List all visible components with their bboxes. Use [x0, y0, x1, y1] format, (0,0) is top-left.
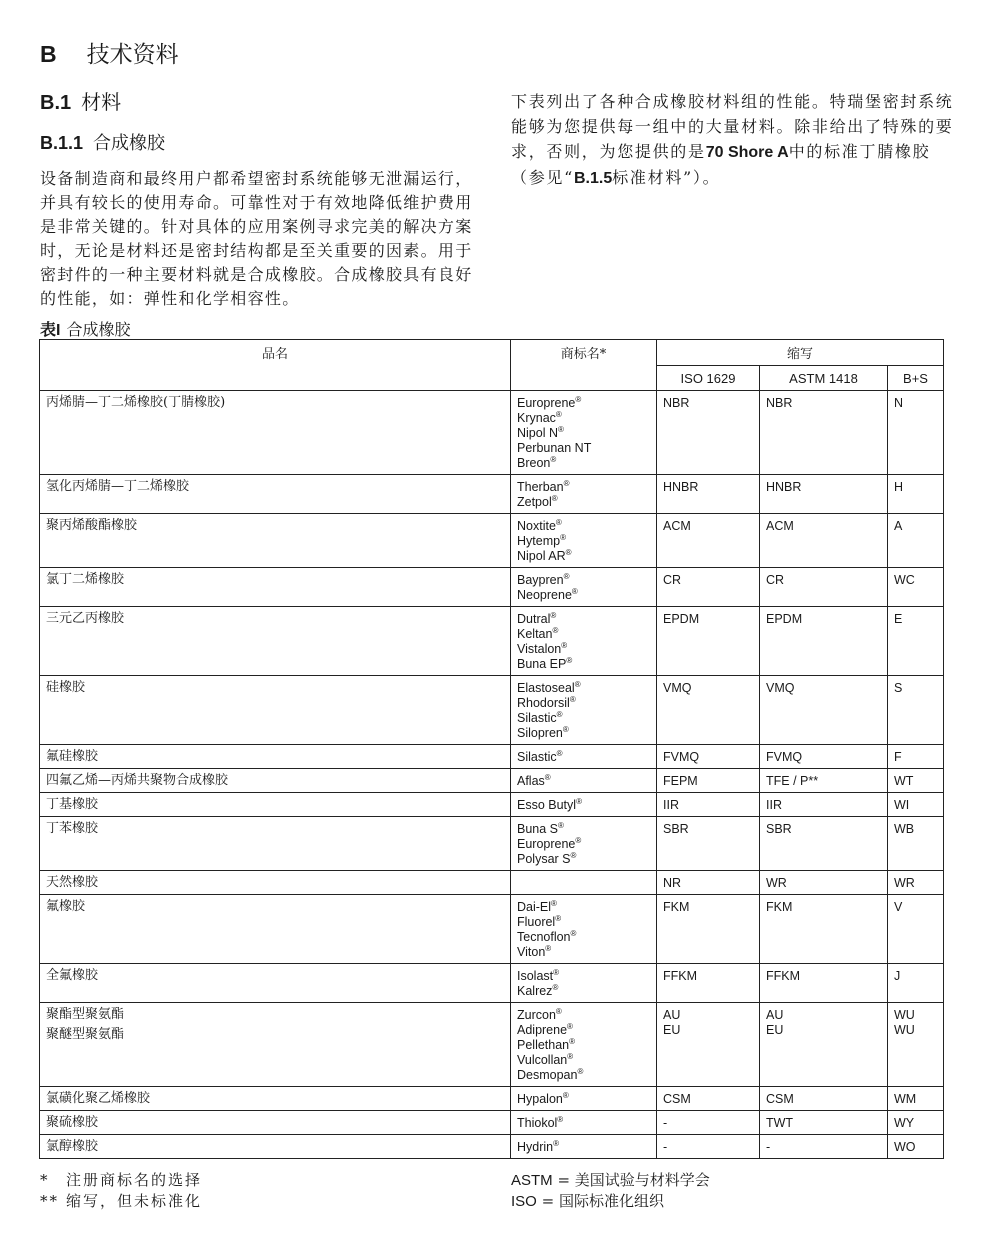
abbreviation: ISO: [511, 1193, 537, 1210]
cell-iso: [657, 676, 760, 745]
registered-mark: ®: [550, 454, 557, 464]
trade-name: Fluorel®: [517, 913, 562, 929]
registered-mark: ®: [563, 478, 570, 488]
trade-name: Hytemp®: [517, 532, 566, 548]
cell-iso: [657, 793, 760, 817]
cell-iso: [657, 964, 760, 1003]
cell-bs: [888, 817, 944, 871]
header-abbreviation: 缩写: [657, 340, 944, 366]
cell-text: WR: [894, 876, 915, 890]
trade-name: Polysar S®: [517, 850, 577, 866]
registered-mark: ®: [557, 1114, 564, 1124]
registered-mark: ®: [551, 493, 558, 503]
table-row: [40, 1003, 944, 1087]
table-row: [40, 817, 944, 871]
footnote-mark: **: [40, 1192, 59, 1210]
trade-name: Therban®: [517, 478, 570, 494]
trade-name: Europrene®: [517, 394, 582, 410]
cell-astm: [760, 568, 888, 607]
cell-product-name: [40, 1111, 511, 1135]
cell-text: FKM: [766, 900, 793, 914]
cell-bs: [888, 676, 944, 745]
rubber-materials-table: [39, 339, 944, 1159]
cell-text: NR: [663, 876, 682, 890]
cell-trade-names: [511, 964, 657, 1003]
registered-mark: ®: [550, 610, 557, 620]
section-heading-b1: [40, 86, 121, 115]
cell-iso: [657, 1111, 760, 1135]
cell-astm: [760, 1003, 888, 1087]
cell-text: NBR: [663, 396, 690, 410]
trade-name: Adiprene®: [517, 1021, 573, 1037]
cell-text: TWT: [766, 1116, 794, 1130]
cell-text: 丁苯橡胶: [46, 821, 99, 836]
cell-bs: [888, 1003, 944, 1087]
section-heading-b: [40, 36, 179, 69]
header-astm: ASTM 1418: [760, 366, 888, 391]
footnote-text: 缩写，但未标准化: [66, 1192, 203, 1210]
cell-bs: [888, 1087, 944, 1111]
cell-text: CR: [663, 573, 682, 587]
trade-name: Perbunan NT: [517, 441, 592, 455]
cell-bs: [888, 745, 944, 769]
cell-text: J: [894, 969, 901, 983]
cell-product-name: [40, 769, 511, 793]
cell-astm: [760, 964, 888, 1003]
cell-astm: [760, 769, 888, 793]
trade-name: Krynac®: [517, 409, 562, 425]
cell-text: A: [894, 519, 903, 533]
paragraph-emphasis: B.1.5: [573, 170, 613, 187]
section-heading-b11: [40, 129, 165, 155]
cell-text: 聚丙烯酸酯橡胶: [46, 518, 138, 533]
table-row: [40, 1111, 944, 1135]
paragraph-text: 下表列出了各种合成橡胶材料组的性能。特瑞堡密封系统能够为您提供每一组中的大量材料。除非给出了特殊的要求，否则，为您提供的是: [511, 92, 954, 161]
cell-text: FKM: [663, 900, 690, 914]
cell-text: SBR: [766, 822, 792, 836]
trade-name: Vulcollan®: [517, 1051, 574, 1067]
trade-name: Rhodorsil®: [517, 694, 576, 710]
registered-mark: ®: [556, 709, 563, 719]
registered-mark: ®: [545, 943, 552, 953]
footnotes-right: [511, 1170, 710, 1212]
trade-name: Nipol N®: [517, 424, 564, 440]
trade-name: Silastic®: [517, 709, 563, 725]
trade-name: Neoprene®: [517, 586, 578, 602]
registered-mark: ®: [570, 928, 577, 938]
registered-mark: ®: [552, 625, 559, 635]
cell-text: -: [766, 1140, 771, 1154]
paragraph-emphasis: 70 Shore A: [705, 144, 789, 161]
cell-trade-names: [511, 793, 657, 817]
cell-text: E: [894, 612, 903, 626]
cell-text: WR: [766, 876, 787, 890]
registered-mark: ®: [562, 724, 569, 734]
table-row: [40, 1135, 944, 1159]
cell-astm: [760, 745, 888, 769]
cell-product-name: [40, 475, 511, 514]
registered-mark: ®: [555, 913, 562, 923]
table-row: [40, 895, 944, 964]
trade-name: Thiokol®: [517, 1114, 564, 1130]
header-iso: ISO 1629: [657, 366, 760, 391]
cell-trade-names: [511, 769, 657, 793]
cell-text: WI: [894, 798, 910, 812]
trade-name: Zetpol®: [517, 493, 558, 509]
table-row: [40, 514, 944, 568]
trade-name: Silopren®: [517, 724, 569, 740]
cell-bs: [888, 769, 944, 793]
cell-product-name: [40, 895, 511, 964]
table-row: [40, 568, 944, 607]
cell-trade-names: [511, 475, 657, 514]
cell-astm: [760, 514, 888, 568]
abbreviation-meaning: = 国际标准化组织: [536, 1192, 664, 1210]
cell-text: S: [894, 681, 903, 695]
cell-trade-names: [511, 1111, 657, 1135]
cell-iso: [657, 745, 760, 769]
registered-mark: ®: [569, 1036, 576, 1046]
paragraph-text: 标准材料”）。: [612, 168, 721, 187]
cell-trade-names: [511, 568, 657, 607]
paragraph-text: 中的标准丁腈橡胶（参见“: [511, 142, 931, 187]
table-row: [40, 793, 944, 817]
registered-mark: ®: [565, 547, 572, 557]
cell-product-name: [40, 1087, 511, 1111]
cell-product-name: [40, 676, 511, 745]
cell-text: 氯丁二烯橡胶: [46, 572, 125, 587]
table-row: [40, 676, 944, 745]
cell-astm: [760, 391, 888, 475]
cell-text: 全氟橡胶: [46, 968, 99, 983]
cell-bs: [888, 793, 944, 817]
registered-mark: ®: [560, 532, 566, 542]
cell-text: VMQ: [766, 681, 795, 695]
table-row: [40, 607, 944, 676]
cell-text: NBR: [766, 396, 793, 410]
cell-text: HNBR: [766, 480, 802, 494]
footnotes-left: [40, 1170, 202, 1212]
cell-text: AU: [663, 1008, 681, 1022]
cell-iso: [657, 1087, 760, 1111]
cell-text: 聚酯型聚氨酯: [46, 1007, 125, 1022]
cell-text: -: [663, 1116, 668, 1130]
trade-name: Noxtite®: [517, 517, 562, 533]
cell-astm: [760, 895, 888, 964]
trade-name: Aflas®: [517, 772, 551, 788]
cell-text: 天然橡胶: [46, 875, 99, 890]
cell-text: FVMQ: [663, 750, 700, 764]
trade-name: Buna S®: [517, 820, 564, 836]
section-title: 材料: [81, 90, 122, 114]
cell-bs: [888, 607, 944, 676]
registered-mark: ®: [570, 850, 577, 860]
cell-text: WO: [894, 1140, 916, 1154]
abbreviation-note: [511, 1191, 710, 1212]
cell-text: H: [894, 480, 904, 494]
cell-text: 丙烯腈—丁二烯橡胶(丁腈橡胶): [46, 395, 226, 410]
registered-mark: ®: [575, 835, 582, 845]
footnote: [40, 1191, 202, 1212]
cell-text: TFE / P**: [766, 774, 819, 788]
header-product-name: 品名: [40, 340, 511, 391]
cell-astm: [760, 793, 888, 817]
trade-name: Elastoseal®: [517, 679, 581, 695]
registered-mark: ®: [552, 982, 559, 992]
trade-name: Dai-El®: [517, 898, 557, 914]
cell-product-name: [40, 817, 511, 871]
registered-mark: ®: [566, 655, 573, 665]
cell-trade-names: [511, 676, 657, 745]
cell-iso: [657, 1003, 760, 1087]
footnote: [40, 1170, 202, 1191]
registered-mark: ®: [555, 1006, 562, 1016]
cell-astm: [760, 475, 888, 514]
cell-text: 聚醚型聚氨酯: [46, 1027, 125, 1042]
cell-product-name: [40, 607, 511, 676]
cell-bs: [888, 475, 944, 514]
registered-mark: ®: [553, 1138, 560, 1148]
cell-iso: [657, 817, 760, 871]
cell-trade-names: [511, 871, 657, 895]
registered-mark: ®: [571, 586, 578, 596]
cell-text: SBR: [663, 822, 689, 836]
registered-mark: ®: [567, 1051, 574, 1061]
cell-text: 氢化丙烯腈—丁二烯橡胶: [46, 479, 190, 494]
cell-text: EU: [766, 1023, 784, 1037]
registered-mark: ®: [558, 424, 564, 434]
registered-mark: ®: [577, 1066, 584, 1076]
trade-name: Kalrez®: [517, 982, 559, 998]
table-caption: [40, 317, 130, 340]
cell-product-name: [40, 745, 511, 769]
trade-name: Hypalon®: [517, 1090, 569, 1106]
cell-text: CSM: [663, 1092, 691, 1106]
cell-text: 氯醇橡胶: [46, 1139, 99, 1154]
table-row: [40, 391, 944, 475]
cell-text: WU: [894, 1023, 915, 1037]
abbreviation-meaning: = 美国试验与材料学会: [552, 1171, 710, 1189]
table-row: [40, 1087, 944, 1111]
cell-trade-names: [511, 607, 657, 676]
registered-mark: ®: [551, 898, 557, 908]
cell-text: 丁基橡胶: [46, 797, 99, 812]
trade-name: Viton®: [517, 943, 552, 959]
cell-iso: [657, 475, 760, 514]
cell-text: WY: [894, 1116, 915, 1130]
trade-name: Isolast®: [517, 967, 560, 983]
cell-text: EPDM: [663, 612, 700, 626]
cell-text: CR: [766, 573, 785, 587]
registered-mark: ®: [556, 748, 563, 758]
cell-text: VMQ: [663, 681, 692, 695]
cell-text: IIR: [663, 798, 679, 812]
cell-astm: [760, 1135, 888, 1159]
cell-text: WB: [894, 822, 915, 836]
cell-product-name: [40, 871, 511, 895]
footnote-mark: *: [40, 1171, 50, 1189]
cell-bs: [888, 871, 944, 895]
cell-text: ACM: [766, 519, 794, 533]
trade-name: Pellethan®: [517, 1036, 576, 1052]
cell-iso: [657, 514, 760, 568]
trade-name: Desmopan®: [517, 1066, 584, 1082]
cell-trade-names: [511, 1003, 657, 1087]
registered-mark: ®: [563, 571, 570, 581]
trade-name: Esso Butyl®: [517, 796, 582, 812]
trade-name: Nipol AR®: [517, 547, 572, 563]
cell-text: ACM: [663, 519, 691, 533]
cell-trade-names: [511, 745, 657, 769]
section-number: B.1.1: [40, 133, 84, 153]
registered-mark: ®: [574, 679, 581, 689]
table-row: [40, 871, 944, 895]
cell-product-name: [40, 793, 511, 817]
cell-iso: [657, 895, 760, 964]
table-row: [40, 769, 944, 793]
cell-text: 硅橡胶: [46, 680, 86, 695]
registered-mark: ®: [569, 694, 576, 704]
cell-text: EPDM: [766, 612, 803, 626]
header-bs: B+S: [888, 366, 944, 391]
cell-iso: [657, 1135, 760, 1159]
cell-iso: [657, 391, 760, 475]
cell-trade-names: [511, 817, 657, 871]
trade-name: Dutral®: [517, 610, 557, 626]
abbreviation: ASTM: [511, 1172, 553, 1189]
trade-name: Buna EP®: [517, 655, 573, 671]
trade-name: Breon®: [517, 454, 557, 470]
cell-bs: [888, 964, 944, 1003]
cell-text: -: [663, 1140, 668, 1154]
cell-text: IIR: [766, 798, 782, 812]
registered-mark: ®: [567, 1021, 573, 1031]
cell-iso: [657, 568, 760, 607]
cell-text: FFKM: [663, 969, 698, 983]
cell-astm: [760, 676, 888, 745]
trade-name: Zurcon®: [517, 1006, 562, 1022]
registered-mark: ®: [576, 796, 582, 806]
cell-bs: [888, 391, 944, 475]
registered-mark: ®: [575, 394, 582, 404]
section-number: B.1: [40, 92, 72, 114]
cell-trade-names: [511, 1135, 657, 1159]
cell-text: WC: [894, 573, 915, 587]
table-header-row: [40, 340, 944, 366]
registered-mark: ®: [555, 409, 562, 419]
cell-text: FVMQ: [766, 750, 803, 764]
header-trade-name: 商标名*: [511, 340, 657, 391]
cell-text: 三元乙丙橡胶: [46, 611, 125, 626]
cell-product-name: [40, 391, 511, 475]
table-row: [40, 964, 944, 1003]
table-number: 表I: [40, 322, 61, 339]
registered-mark: ®: [544, 772, 551, 782]
cell-text: 氯磺化聚乙烯橡胶: [46, 1091, 151, 1106]
cell-iso: [657, 769, 760, 793]
intro-paragraph: 设备制造商和最终用户都希望密封系统能够无泄漏运行，并具有较长的使用寿命。可靠性对于有效地降低维护费用是非常关键的。针对具体的应用案例寻求完美的解决方案时，无论是材料还是密封结构都是至关重要的因素。用于密封件的一种主要材料就是合成橡胶。合成橡胶具有良好的性能，如：弹性和化学相容性。: [40, 169, 473, 308]
trade-name: Vistalon®: [517, 640, 568, 656]
cell-product-name: [40, 1135, 511, 1159]
cell-text: 聚硫橡胶: [46, 1115, 99, 1130]
table-title: 合成橡胶: [66, 320, 131, 339]
cell-bs: [888, 1135, 944, 1159]
cell-product-name: [40, 514, 511, 568]
cell-bs: [888, 1111, 944, 1135]
registered-mark: ®: [555, 517, 562, 527]
trade-name: Tecnoflon®: [517, 928, 577, 944]
cell-text: F: [894, 750, 902, 764]
cell-text: EU: [663, 1023, 681, 1037]
cell-text: HNBR: [663, 480, 699, 494]
cell-bs: [888, 895, 944, 964]
cell-trade-names: [511, 514, 657, 568]
section-title: 技术资料: [86, 42, 179, 68]
table-description-paragraph: [511, 89, 956, 191]
cell-astm: [760, 607, 888, 676]
cell-trade-names: [511, 1087, 657, 1111]
abbreviation-note: [511, 1170, 710, 1191]
cell-text: WU: [894, 1008, 915, 1022]
cell-text: 氟橡胶: [46, 899, 86, 914]
cell-bs: [888, 514, 944, 568]
cell-text: FEPM: [663, 774, 698, 788]
table-row: [40, 745, 944, 769]
section-title: 合成橡胶: [93, 133, 166, 154]
footnote-text: 注册商标名的选择: [66, 1171, 203, 1189]
cell-text: N: [894, 396, 904, 410]
cell-astm: [760, 817, 888, 871]
table-body: [40, 391, 944, 1159]
registered-mark: ®: [562, 1090, 569, 1100]
cell-text: 四氟乙烯—丙烯共聚物合成橡胶: [46, 773, 229, 788]
cell-astm: [760, 871, 888, 895]
cell-product-name: [40, 568, 511, 607]
cell-iso: [657, 871, 760, 895]
cell-trade-names: [511, 895, 657, 964]
cell-iso: [657, 607, 760, 676]
trade-name: Hydrin®: [517, 1138, 560, 1154]
section-number: B: [40, 41, 57, 67]
cell-text: WM: [894, 1092, 917, 1106]
cell-astm: [760, 1111, 888, 1135]
cell-astm: [760, 1087, 888, 1111]
cell-text: CSM: [766, 1092, 794, 1106]
trade-name: Baypren®: [517, 571, 570, 587]
cell-text: V: [894, 900, 903, 914]
table-row: [40, 475, 944, 514]
cell-text: 氟硅橡胶: [46, 749, 99, 764]
cell-product-name: [40, 964, 511, 1003]
cell-bs: [888, 568, 944, 607]
cell-trade-names: [511, 391, 657, 475]
cell-product-name: [40, 1003, 511, 1087]
cell-text: WT: [894, 774, 914, 788]
registered-mark: ®: [553, 967, 560, 977]
trade-name: Silastic®: [517, 748, 563, 764]
trade-name: Keltan®: [517, 625, 559, 641]
registered-mark: ®: [558, 820, 564, 830]
cell-text: FFKM: [766, 969, 801, 983]
trade-name: Europrene®: [517, 835, 582, 851]
cell-text: AU: [766, 1008, 784, 1022]
registered-mark: ®: [561, 640, 568, 650]
